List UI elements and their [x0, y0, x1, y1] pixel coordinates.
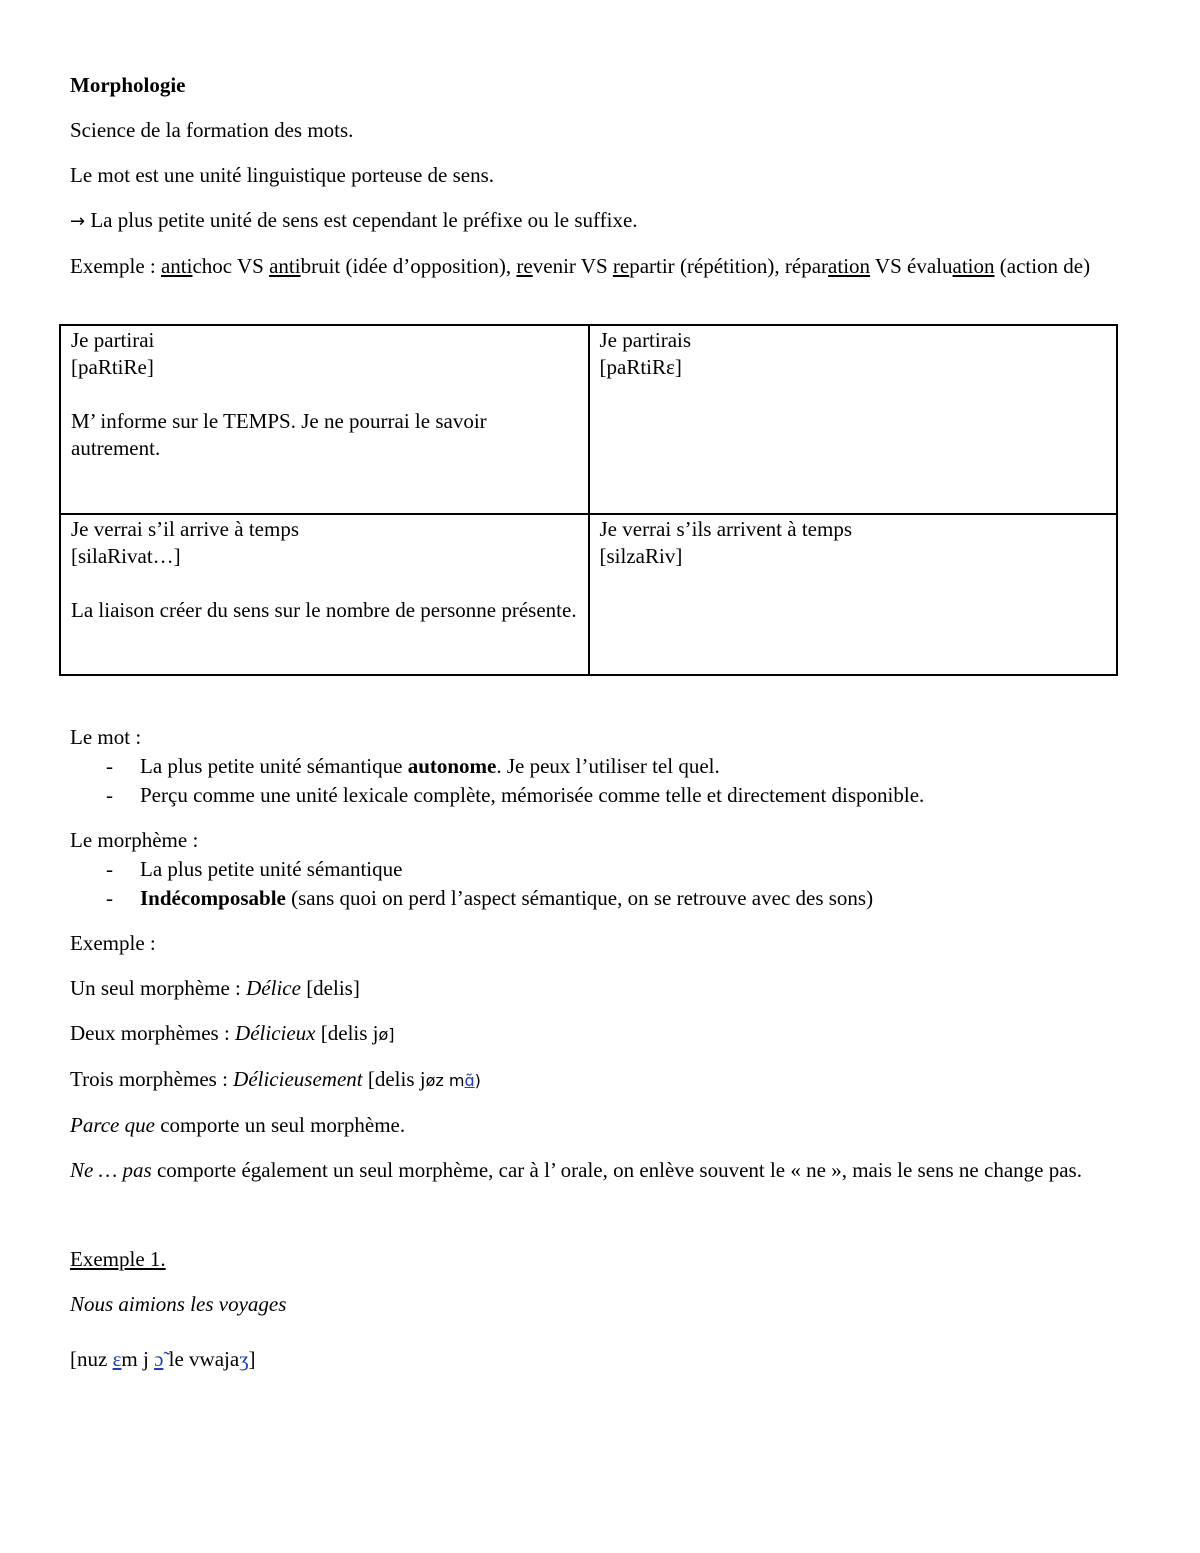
list-item: - Perçu comme une unité lexicale complète, mémorisée comme telle et directement disponible.	[70, 781, 1130, 810]
example-three-morphemes: Trois morphèmes : Délicieusement [delis jøz mɑ̃)	[70, 1067, 481, 1091]
examples-heading: Exemple :	[70, 931, 156, 955]
morpheme-heading: Le morphème :	[70, 828, 199, 852]
definitions-section	[70, 723, 1130, 1374]
table-cell-il-arrive: Je verrai s’il arrive à temps [silaRivat…] La liaison créer du sens sur le nombre de personne présente.	[60, 514, 589, 675]
morpheme-list	[70, 855, 1130, 913]
word-paragraph: Le mot est une unité linguistique porteuse de sens.	[70, 163, 494, 187]
ne-pas-paragraph: Ne … pas comporte également un seul morphème, car à l’ orale, on enlève souvent le « ne », mais le sens ne change pas.	[70, 1158, 1082, 1182]
prefix-example-paragraph: Exemple : antichoc VS antibruit (idée d’opposition), revenir VS repartir (répétition), réparation VS évaluation (action de)	[70, 254, 1091, 278]
smallest-unit-paragraph: → La plus petite unité de sens est cependant le préfixe ou le suffixe.	[70, 208, 638, 232]
ipa-symbol-link[interactable]: ɑ̃	[464, 1071, 475, 1090]
page-title: Morphologie	[70, 73, 186, 97]
example-one-morpheme: Un seul morphème : Délice [delis]	[70, 976, 360, 1000]
exemple-1-transcription: [nuz ɛm j ɔ̃ le vwajaʒ]	[70, 1347, 256, 1371]
ipa-symbol-link[interactable]: ʒ	[239, 1347, 249, 1371]
ipa-symbol-link[interactable]: ɔ̃	[154, 1347, 164, 1371]
parce-que-paragraph: Parce que comporte un seul morphème.	[70, 1113, 406, 1137]
exemple-1-heading: Exemple 1.	[70, 1247, 166, 1271]
definition-paragraph: Science de la formation des mots.	[70, 118, 354, 142]
list-item: - La plus petite unité sémantique autonome. Je peux l’utiliser tel quel.	[70, 752, 1130, 781]
intro-section	[70, 71, 1130, 281]
mot-list	[70, 752, 1130, 810]
right-arrow-icon: →	[70, 211, 86, 232]
table-cell-ils-arrivent: Je verrai s’ils arrivent à temps [silzaRiv]	[589, 514, 1118, 675]
ipa-symbol-link[interactable]: ɛ	[112, 1347, 122, 1371]
list-item: - Indécomposable (sans quoi on perd l’aspect sémantique, on se retrouve avec des sons)	[70, 884, 1130, 913]
mot-heading: Le mot :	[70, 725, 142, 749]
table-cell-partirai: Je partirai [paRtiRe] M’ informe sur le TEMPS. Je ne pourrai le savoir autrement.	[60, 325, 589, 514]
conjugation-table	[59, 324, 1118, 676]
table-row	[60, 514, 1117, 675]
table-cell-partirais: Je partirais [paRtiRɛ]	[589, 325, 1118, 514]
example-two-morphemes: Deux morphèmes : Délicieux [delis jø]	[70, 1021, 395, 1045]
list-item: - La plus petite unité sémantique	[70, 855, 1130, 884]
exemple-1-sentence: Nous aimions les voyages	[70, 1292, 287, 1316]
table-row	[60, 325, 1117, 514]
